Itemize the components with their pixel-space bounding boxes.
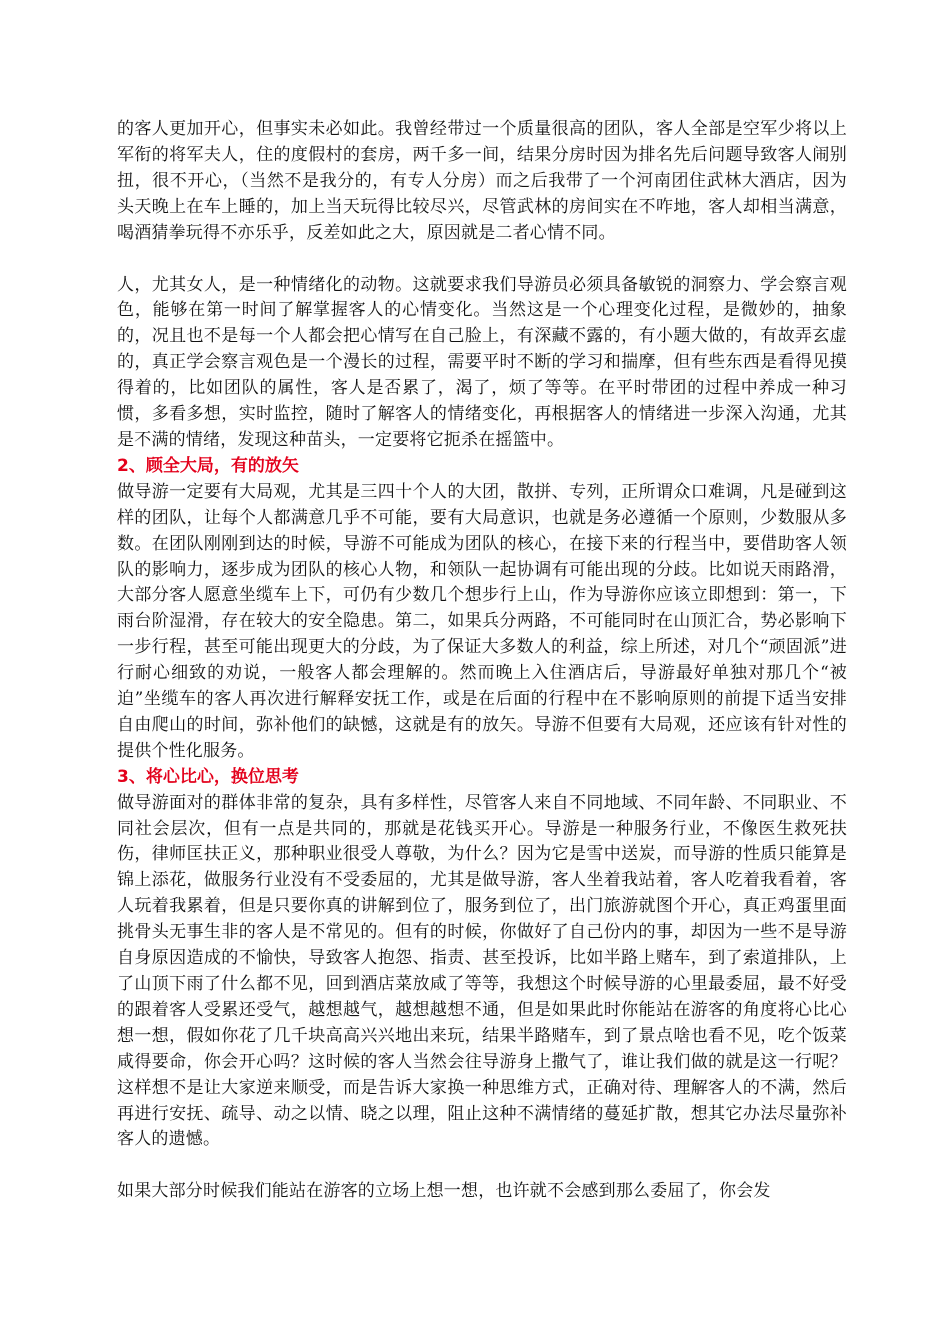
paragraph: 如果大部分时候我们能站在游客的立场上想一想，也许就不会感到那么委屈了，你会发 [117, 1181, 771, 1202]
section-heading: 3、将心比心，换位思考 [117, 766, 299, 787]
document-page [117, 117, 847, 1205]
paragraph: 做导游面对的群体非常的复杂，具有多样性，尽管客人来自不同地域、不同年龄、不同职业、不同社会层次，但有一点是共同的，那就是花钱买开心。导游是一种服务行业，不像医生救死扶伤，律师匡扶正义，那种职业很受人尊敬，为什么？因为它是雪中送炭，而导游的性质只能算是锦上添花，做服务行业没有不受委屈的，尤其是做导游，客人坐着我站着，客人吃着我看着，客人玩着我累着，但是只要你真的讲解到位了，服务到位了，出门旅游就图个开心，真正鸡蛋里面挑骨头无事生非的客人是不常见的。但有的时候，你做好了自己份内的事，却因为一些不是导游自身原因造成的不愉快，导致客人抱怨、指责、甚至投诉，比如半路上赌车，到了索道排队，上了山顶下雨了什么都不见，回到酒店菜放咸了等等，我想这个时候导游的心里最委屈，最不好受的跟着客人受累还受气，越想越气，越想越想不通，但是如果此时你能站在游客的角度将心比心想一想，假如你花了几千块高高兴兴地出来玩，结果半路赌车，到了景点啥也看不见，吃个饭菜咸得要命，你会开心吗？这时候的客人当然会往导游身上撒气了，谁让我们做的就是这一行呢？这样想不是让大家逆来顺受，而是告诉大家换一种思维方式，正确对待、理解客人的不满，然后再进行安抚、疏导、动之以情、晓之以理，阻止这种不满情绪的蔓延扩散，想其它办法尽量弥补客人的遗憾。 [117, 792, 847, 1150]
paragraph: 做导游一定要有大局观，尤其是三四十个人的大团，散拼、专列，正所谓众口难调，凡是碰到这样的团队，让每个人都满意几乎不可能，要有大局意识，也就是务必遵循一个原则，少数服从多数。在团队刚刚到达的时候，导游不可能成为团队的核心，在接下来的行程当中，要借助客人领队的影响力，逐步成为团队的核心人物，和领队一起协调有可能出现的分歧。比如说天雨路滑，大部分客人愿意坐缆车上下，可仍有少数几个想步行上山，作为导游你应该立即想到：第一，下雨台阶湿滑，存在较大的安全隐患。第二，如果兵分两路，不可能同时在山顶汇合，势必影响下一步行程，甚至可能出现更大的分歧，为了保证大多数人的利益，综上所述，对几个“顽固派”进行耐心细致的劝说，一般客人都会理解的。然而晚上入住酒店后，导游最好单独对那几个“被迫”坐缆车的客人再次进行解释安抚工作，或是在后面的行程中在不影响原则的前提下适当安排自由爬山的时间，弥补他们的缺憾，这就是有的放矢。导游不但要有大局观，还应该有针对性的提供个性化服务。 [117, 481, 847, 761]
paragraph: 人，尤其女人，是一种情绪化的动物。这就要求我们导游员必须具备敏锐的洞察力、学会察言观色，能够在第一时间了解掌握客人的心情变化。当然这是一个心理变化过程，是微妙的，抽象的，况且也不是每一个人都会把心情写在自己脸上，有深藏不露的，有小题大做的，有故弄玄虚的，真正学会察言观色是一个漫长的过程，需要平时不断的学习和揣摩，但有些东西是看得见摸得着的，比如团队的属性，客人是否累了，渴了，烦了等等。在平时带团的过程中养成一种习惯，多看多想，实时监控，随时了解客人的情绪变化，再根据客人的情绪进一步深入沟通，尤其是不满的情绪，发现这种苗头，一定要将它扼杀在摇篮中。 [117, 274, 847, 450]
section-heading: 2、顾全大局，有的放矢 [117, 455, 299, 476]
paragraph: 的客人更加开心，但事实未必如此。我曾经带过一个质量很高的团队，客人全部是空军少将以上军衔的将军夫人，住的度假村的套房，两千多一间，结果分房时因为排名先后问题导致客人闹别扭，很不开心，（当然不是我分的，有专人分房）而之后我带了一个河南团住武林大酒店，因为头天晚上在车上睡的，加上当天玩得比较尽兴，尽管武林的房间实在不咋地，客人却相当满意，喝酒猜拳玩得不亦乐乎，反差如此之大，原因就是二者心情不同。 [117, 119, 847, 243]
